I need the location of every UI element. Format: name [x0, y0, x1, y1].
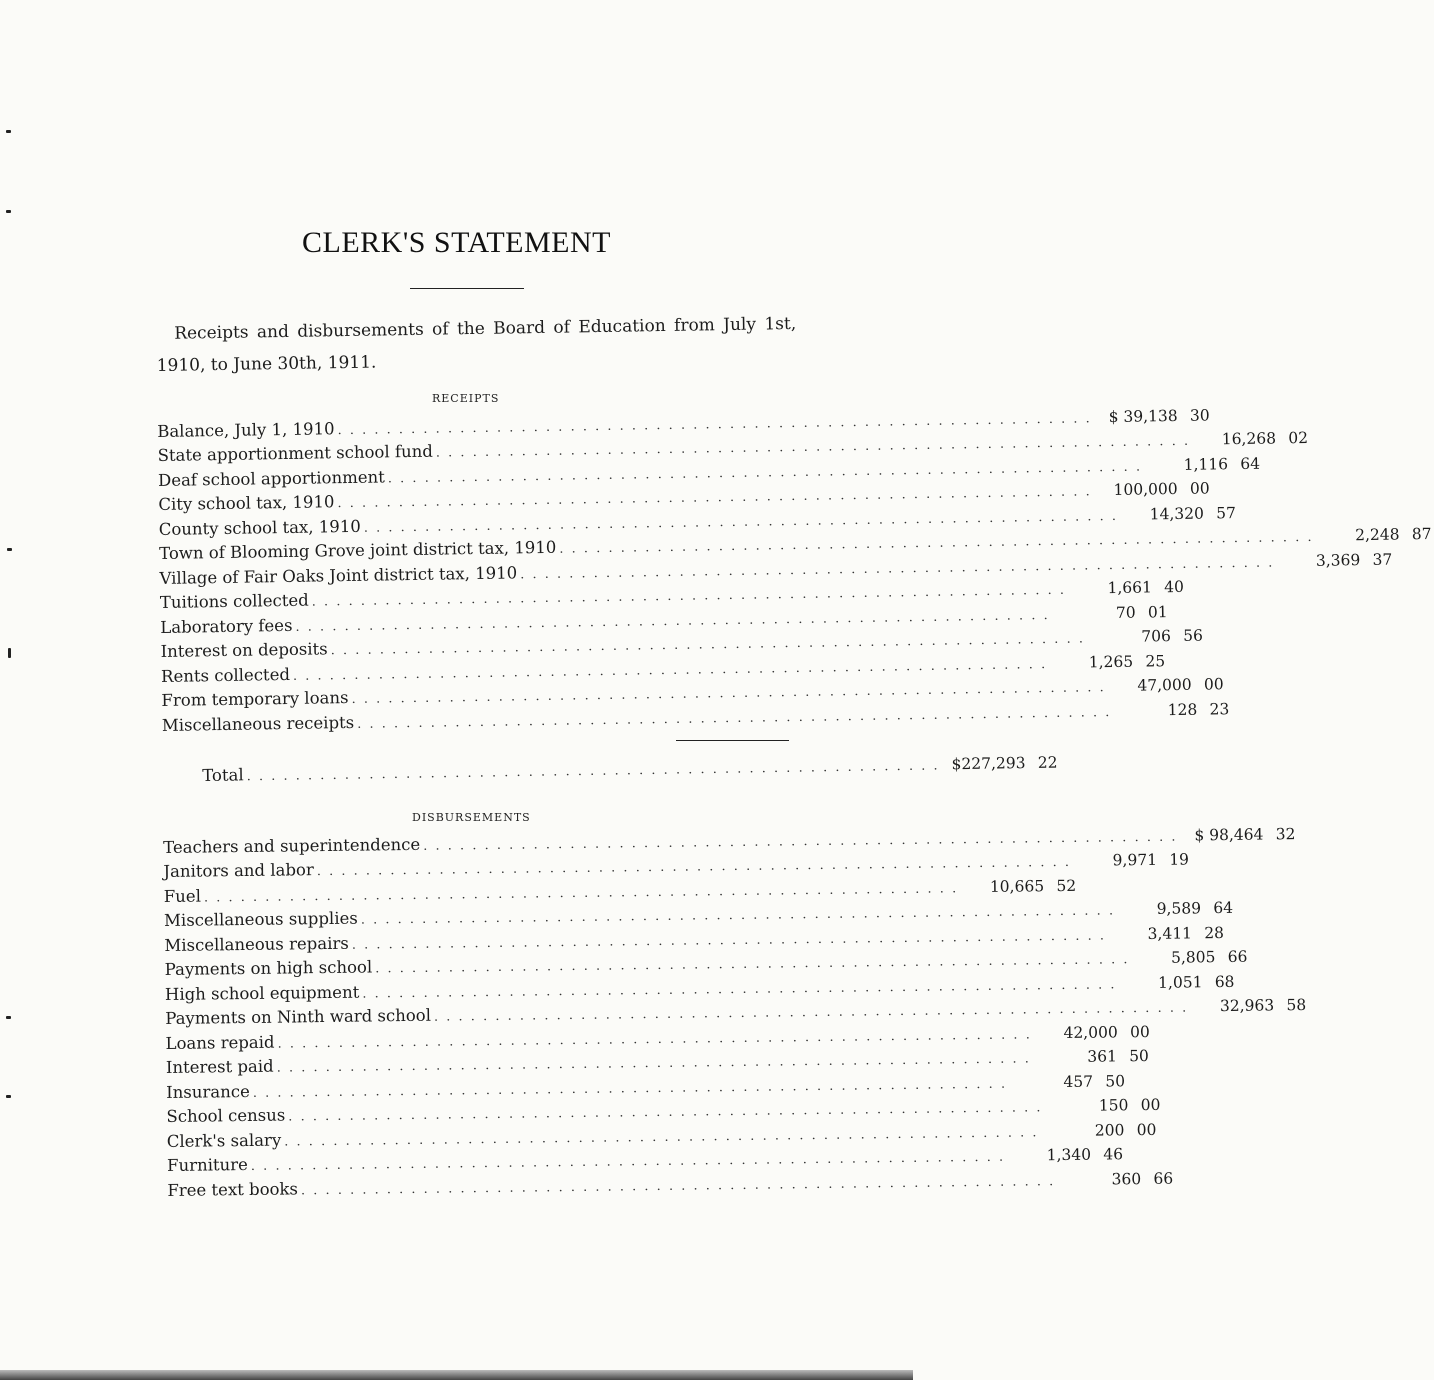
row-label: Fuel — [163, 886, 202, 906]
scan-speck — [8, 648, 11, 658]
row-label: Interest on deposits — [160, 639, 328, 661]
total-rule — [676, 740, 789, 741]
row-dollars: 361 — [1087, 1047, 1117, 1066]
row-cents: 68 — [1214, 972, 1235, 991]
leader-dots: . . . . . . . . . . . . . . . . . . . . . . . . . . . . . . . . . . . . . . . . . . . . . . . . . . . . . . . . . . . . . . — [435, 433, 1191, 461]
leader-dots: . . . . . . . . . . . . . . . . . . . . . . . . . . . . . . . . . . . . . . . . . . . . . . . . . . . . . . . . . . . . . . — [316, 854, 1072, 880]
page-title: CLERK'S STATEMENT — [301, 226, 611, 259]
row-amount — [1129, 948, 1247, 967]
row-dollars: $ 39,138 — [1108, 406, 1178, 426]
row-label: Free text books — [167, 1178, 299, 1200]
row-label: Deaf school apportionment — [157, 466, 385, 490]
row-dollars: 14,320 — [1149, 504, 1205, 523]
row-amount — [1274, 550, 1392, 570]
row-label: Interest paid — [165, 1056, 274, 1077]
row-label: Miscellaneous supplies — [163, 908, 358, 930]
row-amount — [1071, 850, 1189, 869]
row-cents: 19 — [1169, 850, 1190, 869]
row-cents: 01 — [1147, 602, 1168, 621]
row-cents: 00 — [1129, 1022, 1150, 1041]
row-amount — [1092, 406, 1210, 426]
row-amount — [1055, 1169, 1173, 1188]
title-rule — [410, 288, 524, 289]
row-amount — [1092, 479, 1210, 499]
leader-dots: . . . . . . . . . . . . . . . . . . . . . . . . . . . . . . . . . . . . . . . . . . . . . . . . . . . . . . . . . . . . . . — [295, 607, 1050, 635]
row-cents: 00 — [1203, 675, 1224, 694]
row-dollars: 9,589 — [1156, 899, 1202, 918]
row-dollars: 1,265 — [1088, 652, 1134, 671]
leader-dots: . . . . . . . . . . . . . . . . . . . . . . . . . . . . . . . . . . . . . . . . . . . . . . . . . . . . . . . . . . . . . . — [288, 1100, 1043, 1125]
row-dollars: 10,665 — [989, 876, 1045, 896]
leader-dots: . . . . . . . . . . . . . . . . . . . . . . . . . . . . . . . . . . . . . . . . . . . . . . . . . . . . . . . . . . . . . . — [292, 656, 1048, 684]
row-label: City school tax, 1910 — [158, 492, 335, 514]
leader-dots: . . . . . . . . . . . . . . . . . . . . . . . . . . . . . . . . . . . . . . . . . . . . . . . . . . . . . . . . . . . . . . — [387, 459, 1143, 486]
leader-dots: . . . . . . . . . . . . . . . . . . . . . . . . . . . . . . . . . . . . . . . . . . . . . . . . . . . . . . . . . . . . . . — [311, 582, 1067, 610]
leader-dots: . . . . . . . . . . . . . . . . . . . . . . . . . . . . . . . . . . . . . . . . . . . . . . . . . . . . . . . . . . . . . . — [337, 484, 1092, 512]
disbursements-list — [163, 824, 1307, 1200]
row-label: Loans repaid — [165, 1032, 275, 1053]
row-label: County school tax, 1910 — [158, 516, 361, 539]
leader-dots: . . . . . . . . . . . . . . . . . . . . . . . . . . . . . . . . . . . . . . . . . . . . . . . . . . . . . . . . . . . . . . — [252, 1076, 1008, 1101]
row-cents: 02 — [1288, 428, 1309, 448]
row-amount — [1177, 825, 1295, 844]
row-label: Town of Blooming Grove joint district tax, 1910 — [159, 537, 557, 563]
scan-speck — [7, 548, 12, 551]
row-cents: 66 — [1153, 1169, 1174, 1188]
row-amount — [1142, 454, 1260, 474]
scan-speck — [6, 130, 11, 133]
row-label: Balance, July 1, 1910 — [157, 418, 335, 441]
row-label: Clerk's salary — [166, 1130, 282, 1151]
row-dollars: 200 — [1094, 1120, 1125, 1140]
row-cents: 00 — [1136, 1120, 1157, 1139]
row-dollars: 32,963 — [1219, 996, 1275, 1016]
total-label: Total — [202, 764, 244, 785]
row-label: Payments on Ninth ward school — [165, 1005, 432, 1028]
leader-dots: . . . . . . . . . . . . . . . . . . . . . . . . . . . . . . . . . . . . . . . . . . . . . . . . . . . . . . . . . . . . . . — [276, 1051, 1031, 1076]
row-amount — [1115, 899, 1233, 918]
leader-dots: . . . . . . . . . . . . . . . . . . . . . . . . . . . . . . . . . . . . . . . . . . . . . . . . . . . . . . . . . . . . . . — [330, 631, 1086, 659]
row-cents: 00 — [1189, 479, 1210, 498]
row-dollars: 3,411 — [1147, 923, 1193, 943]
leader-dots: . . . . . . . . . . . . . . . . . . . . . . . . . . . . . . . . . . . . . . . . . . . . . . . . . . . . . . . . . . . . . . — [362, 976, 1117, 1002]
row-label: High school equipment — [164, 982, 360, 1004]
row-cents: 23 — [1209, 699, 1230, 719]
row-cents: 58 — [1286, 996, 1307, 1015]
row-dollars: 1,661 — [1107, 578, 1153, 598]
total-cents: 22 — [1037, 753, 1058, 772]
leader-dots: . . . . . . . . . . . . . . . . . . . . . . . . . . . . . . . . . . . . . . . . . . . . . . . . . . . . . . . . . . . . . . — [363, 508, 1119, 536]
leader-dots: . . . . . . . . . . . . . . . . . . . . . . . . . . . . . . . . . . . . . . . . . . . . . . . . . . . . . . . . . — [246, 757, 940, 784]
leader-dots: . . . . . . . . . . . . . . . . . . . . . . . . . . . . . . . . . . . . . . . . . . . . . . . . . . . . . . . . . . . . . . — [423, 829, 1178, 854]
row-cents: 87 — [1411, 524, 1432, 544]
row-label: Miscellaneous receipts — [161, 712, 355, 735]
row-dollars: 128 — [1167, 700, 1198, 719]
row-amount — [1313, 525, 1431, 545]
leader-dots: . . . . . . . . . . . . . . . . . . . . . . . . . . . . . . . . . . . . . . . . . . . . . . . . . . . . . . . . . . . . . . — [351, 927, 1107, 953]
row-cents: 37 — [1372, 550, 1393, 569]
row-dollars: 1,116 — [1183, 454, 1229, 474]
row-dollars: $ 98,464 — [1194, 825, 1264, 844]
leader-dots: . . . . . . . . . . . . . . . . . . . . . . . . . . . . . . . . . . . . . . . . . . . . . . . . . . . . . . . . . . . . . . — [433, 1000, 1189, 1025]
receipts-heading: RECEIPTS — [432, 392, 500, 405]
row-label: Insurance — [166, 1081, 250, 1102]
total-amount — [939, 753, 1057, 773]
row-cents: 66 — [1227, 947, 1248, 967]
page-bottom-edge — [0, 1370, 913, 1380]
row-amount — [958, 876, 1076, 895]
row-label: Furniture — [166, 1154, 248, 1175]
row-amount — [1031, 1047, 1149, 1066]
total-dollars: $227,293 — [951, 753, 1026, 773]
row-cents: 56 — [1183, 626, 1204, 645]
row-cents: 64 — [1213, 898, 1234, 918]
leader-dots: . . . . . . . . . . . . . . . . . . . . . . . . . . . . . . . . . . . . . . . . . . . . . . . . . . . . . . . . . . . . . . — [203, 880, 959, 906]
row-label: Teachers and superintendence — [163, 834, 421, 857]
leader-dots: . . . . . . . . . . . . . . . . . . . . . . . . . . . . . . . . . . . . . . . . . . . . . . . . . . . . . . . . . . . . . . — [520, 554, 1275, 582]
row-amount — [1116, 972, 1234, 991]
row-dollars: 70 — [1115, 603, 1136, 622]
row-dollars: 1,051 — [1158, 972, 1203, 992]
row-dollars: 1,340 — [1046, 1145, 1092, 1165]
row-dollars: 3,369 — [1315, 550, 1361, 570]
leader-dots: . . . . . . . . . . . . . . . . . . . . . . . . . . . . . . . . . . . . . . . . . . . . . . . . . . . . . . . . . . . . . . — [357, 704, 1112, 732]
row-amount — [1085, 627, 1203, 647]
row-amount — [1106, 675, 1224, 695]
row-dollars: 42,000 — [1063, 1022, 1118, 1042]
row-amount — [1111, 700, 1229, 720]
row-label: Janitors and labor — [163, 860, 314, 881]
row-label: State apportionment school fund — [157, 441, 433, 465]
leader-dots: . . . . . . . . . . . . . . . . . . . . . . . . . . . . . . . . . . . . . . . . . . . . . . . . . . . . . . . . . . . . . . — [277, 1026, 1032, 1052]
row-dollars: 457 — [1063, 1072, 1094, 1091]
row-cents: 50 — [1105, 1071, 1126, 1091]
row-label: Tuitions collected — [159, 590, 309, 612]
row-cents: 57 — [1216, 503, 1237, 522]
row-cents: 64 — [1240, 454, 1261, 473]
row-amount — [1007, 1072, 1125, 1091]
leader-dots: . . . . . . . . . . . . . . . . . . . . . . . . . . . . . . . . . . . . . . . . . . . . . . . . . . . . . . . . . . . . . . — [351, 680, 1106, 707]
row-amount — [1005, 1145, 1123, 1164]
row-amount — [1188, 996, 1306, 1015]
row-dollars: 150 — [1098, 1096, 1129, 1115]
row-label: School census — [166, 1105, 286, 1126]
row-label: From temporary loans — [161, 688, 349, 710]
row-cents: 32 — [1275, 824, 1296, 843]
row-amount — [1106, 924, 1224, 943]
row-cents: 25 — [1145, 651, 1166, 671]
row-dollars: 360 — [1111, 1169, 1142, 1188]
scan-speck — [6, 210, 11, 213]
row-label: Laboratory fees — [160, 615, 293, 637]
row-amount — [1032, 1022, 1150, 1041]
row-dollars: 100,000 — [1113, 479, 1178, 499]
leader-dots: . . . . . . . . . . . . . . . . . . . . . . . . . . . . . . . . . . . . . . . . . . . . . . . . . . . . . . . . . . . . . . — [559, 529, 1314, 557]
row-cents: 40 — [1164, 577, 1185, 597]
leader-dots: . . . . . . . . . . . . . . . . . . . . . . . . . . . . . . . . . . . . . . . . . . . . . . . . . . . . . . . . . . . . . . — [360, 903, 1116, 928]
row-amount — [1038, 1120, 1156, 1139]
row-dollars: 5,805 — [1170, 948, 1216, 967]
receipts-list — [157, 405, 1432, 735]
intro-paragraph: Receipts and disbursements of the Board of Education from July 1st, 1910, to June 30th, 1911. — [156, 313, 797, 376]
row-dollars: 9,971 — [1112, 850, 1158, 870]
row-cents: 52 — [1056, 876, 1077, 895]
leader-dots: . . . . . . . . . . . . . . . . . . . . . . . . . . . . . . . . . . . . . . . . . . . . . . . . . . . . . . . . . . . . . . — [375, 952, 1130, 977]
disbursements-heading: DISBURSEMENTS — [412, 811, 531, 824]
row-dollars: 2,248 — [1354, 525, 1400, 545]
row-cents: 28 — [1204, 923, 1225, 942]
row-amount — [1047, 652, 1165, 672]
leader-dots: . . . . . . . . . . . . . . . . . . . . . . . . . . . . . . . . . . . . . . . . . . . . . . . . . . . . . . . . . . . . . . — [300, 1173, 1056, 1198]
row-cents: 00 — [1140, 1095, 1161, 1115]
row-dollars: 706 — [1141, 627, 1172, 646]
row-label: Payments on high school — [164, 957, 373, 979]
row-amount — [1042, 1096, 1160, 1115]
row-dollars: 47,000 — [1137, 675, 1192, 695]
row-dollars: 16,268 — [1221, 429, 1277, 449]
row-cents: 30 — [1189, 405, 1210, 425]
row-label: Miscellaneous repairs — [164, 933, 349, 955]
row-cents: 46 — [1103, 1145, 1124, 1164]
row-amount — [1049, 603, 1167, 623]
leader-dots: . . . . . . . . . . . . . . . . . . . . . . . . . . . . . . . . . . . . . . . . . . . . . . . . . . . . . . . . . . . . . . — [250, 1149, 1006, 1174]
row-amount — [1066, 578, 1184, 598]
row-label: Village of Fair Oaks Joint district tax, 1910 — [159, 562, 518, 588]
leader-dots: . . . . . . . . . . . . . . . . . . . . . . . . . . . . . . . . . . . . . . . . . . . . . . . . . . . . . . . . . . . . . . — [337, 410, 1092, 438]
row-amount — [1118, 504, 1236, 524]
row-label: Rents collected — [160, 664, 291, 686]
receipts-total-row — [202, 751, 1058, 785]
scan-speck — [6, 1095, 11, 1098]
scan-speck — [6, 1016, 11, 1019]
leader-dots: . . . . . . . . . . . . . . . . . . . . . . . . . . . . . . . . . . . . . . . . . . . . . . . . . . . . . . . . . . . . . . — [284, 1124, 1039, 1150]
row-amount — [1190, 429, 1308, 449]
row-cents: 50 — [1129, 1046, 1149, 1066]
